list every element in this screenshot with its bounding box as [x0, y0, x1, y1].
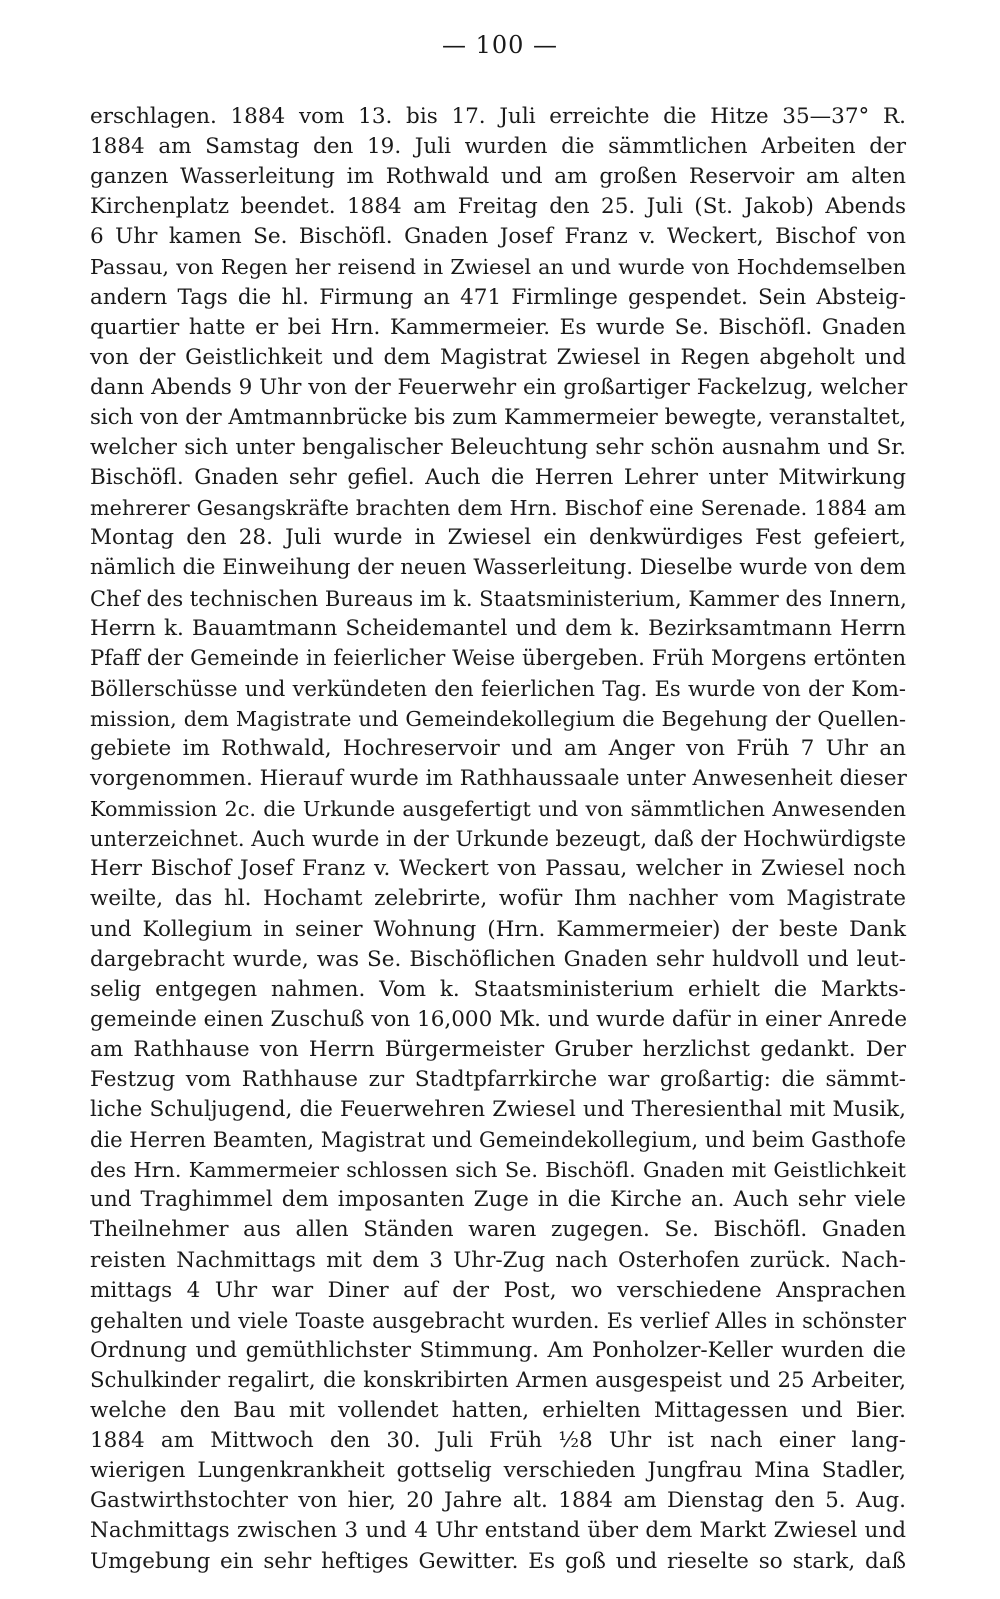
text-line: andern Tags die hl. Firmung an 471 Firmlinge gespendet. Sein Absteig-	[90, 284, 906, 310]
text-line: Chef des technischen Bureaus im k. Staatsministerium, Kammer des Innern,	[90, 586, 907, 611]
text-line: Festzug vom Rathhause zur Stadtpfarrkirche war großartig: die sämmt-	[90, 1067, 906, 1092]
text-line: nämlich die Einweihung der neuen Wasserleitung. Dieselbe wurde von dem	[90, 555, 906, 581]
text-line: Passau, von Regen her reisend in Zwiesel an und wurde von Hochdemselben	[90, 255, 906, 280]
text-line: die Herren Beamten, Magistrat und Gemeindekollegium, und beim Gasthofe	[90, 1128, 907, 1153]
text-line: dann Abends 9 Uhr von der Feuerwehr ein großartiger Fackelzug, welcher	[90, 374, 908, 400]
text-line: Herrn k. Bauamtmann Scheidemantel und dem k. Bezirksamtmann Herrn	[90, 615, 906, 641]
text-line: gehalten und viele Toaste ausgebracht wurden. Es verlief Alles in schönster	[90, 1308, 906, 1333]
page-number-header: — 100 —	[441, 31, 559, 59]
text-line: Theilnehmer aus allen Ständen waren zugegen. Se. Bischöfl. Gnaden	[90, 1217, 906, 1243]
text-line: quartier hatte er bei Hrn. Kammermeier. Es wurde Se. Bischöfl. Gnaden	[90, 314, 906, 340]
text-line: 1884 am Mittwoch den 30. Juli Früh ½8 Uhr ist nach einer lang-	[90, 1428, 906, 1454]
text-line: Bischöfl. Gnaden sehr gefiel. Auch die Herren Lehrer unter Mitwirkung	[90, 465, 906, 491]
text-line: gebiete im Rothwald, Hochreservoir und am Anger von Früh 7 Uhr an	[90, 735, 906, 761]
text-line: welche den Bau mit vollendet hatten, erhielten Mittagessen und Bier.	[90, 1398, 906, 1424]
text-line: wierigen Lungenkrankheit gottselig verschieden Jungfrau Mina Stadler,	[90, 1458, 906, 1484]
text-line: 6 Uhr kamen Se. Bischöfl. Gnaden Josef Franz v. Weckert, Bischof von	[90, 224, 906, 250]
text-line: Kirchenplatz beendet. 1884 am Freitag den 25. Juli (St. Jakob) Abends	[90, 194, 906, 220]
text-line: von der Geistlichkeit und dem Magistrat Zwiesel in Regen abgeholt und	[90, 344, 906, 370]
text-line: weilte, das hl. Hochamt zelebrirte, wofür Ihm nachher vom Magistrate	[90, 886, 906, 912]
text-line: des Hrn. Kammermeier schlossen sich Se. Bischöfl. Gnaden mit Geistlichkeit	[90, 1158, 906, 1183]
text-line: erschlagen. 1884 vom 13. bis 17. Juli erreichte die Hitze 35—37° R.	[90, 104, 906, 129]
text-line: Kommission 2c. die Urkunde ausgefertigt und von sämmtlichen Anwesenden	[90, 797, 906, 822]
text-line: mittags 4 Uhr war Diner auf der Post, wo verschiedene Ansprachen	[90, 1277, 906, 1303]
text-line: dargebracht wurde, was Se. Bischöflichen Gnaden sehr huldvoll und leut-	[90, 946, 906, 972]
text-line: reisten Nachmittags mit dem 3 Uhr-Zug nach Osterhofen zurück. Nach-	[90, 1247, 906, 1273]
body-text	[90, 102, 906, 1577]
text-line: und Kollegium in seiner Wohnung (Hrn. Kammermeier) der beste Dank	[90, 916, 906, 942]
text-line: mission, dem Magistrate und Gemeindekollegium die Begehung der Quellen-	[90, 706, 906, 731]
text-line: Ordnung und gemüthlichster Stimmung. Am Ponholzer-Keller wurden die	[90, 1337, 906, 1363]
text-line: Umgebung ein sehr heftiges Gewitter. Es goß und rieselte so stark, daß	[90, 1548, 906, 1574]
text-line: Nachmittags zwischen 3 und 4 Uhr entstand über dem Markt Zwiesel und	[90, 1518, 906, 1544]
text-line: Pfaff der Gemeinde in feierlicher Weise übergeben. Früh Morgens ertönten	[90, 645, 906, 671]
text-line: am Rathhause von Herrn Bürgermeister Gruber herzlichst gedankt. Der	[90, 1036, 906, 1062]
text-line: mehrerer Gesangskräfte brachten dem Hrn. Bischof eine Serenade. 1884 am	[90, 496, 906, 521]
text-line: und Traghimmel dem imposanten Zuge in die Kirche an. Auch sehr viele	[90, 1187, 906, 1213]
text-line: welcher sich unter bengalischer Beleuchtung sehr schön ausnahm und Sr.	[90, 435, 906, 461]
text-line: gemeinde einen Zuschuß von 16,000 Mk. und wurde dafür in einer Anrede	[90, 1006, 908, 1032]
text-line: liche Schuljugend, die Feuerwehren Zwiesel und Theresienthal mit Musik,	[90, 1097, 906, 1123]
text-line: 1884 am Samstag den 19. Juli wurden die sämmtlichen Arbeiten der	[90, 134, 906, 160]
text-line: Schulkinder regalirt, die konskribirten Armen ausgespeist und 25 Arbeiter,	[90, 1367, 906, 1393]
text-line: Montag den 28. Juli wurde in Zwiesel ein denkwürdiges Fest gefeiert,	[90, 525, 906, 551]
text-line: vorgenommen. Hierauf wurde im Rathhaussaale unter Anwesenheit dieser	[90, 766, 907, 792]
text-line: sich von der Amtmannbrücke bis zum Kammermeier bewegte, veranstaltet,	[90, 404, 907, 430]
text-line: Böllerschüsse und verkündeten den feierlichen Tag. Es wurde von der Kom-	[90, 676, 906, 701]
text-line: Gastwirthstochter von hier, 20 Jahre alt. 1884 am Dienstag den 5. Aug.	[90, 1488, 906, 1514]
text-line: ganzen Wasserleitung im Rothwald und am großen Reservoir am alten	[90, 164, 906, 190]
text-line: unterzeichnet. Auch wurde in der Urkunde bezeugt, daß der Hochwürdigste	[90, 827, 906, 852]
text-line: selig entgegen nahmen. Vom k. Staatsministerium erhielt die Markts-	[90, 976, 906, 1002]
text-line: Herr Bischof Josef Franz v. Weckert von Passau, welcher in Zwiesel noch	[90, 856, 906, 882]
